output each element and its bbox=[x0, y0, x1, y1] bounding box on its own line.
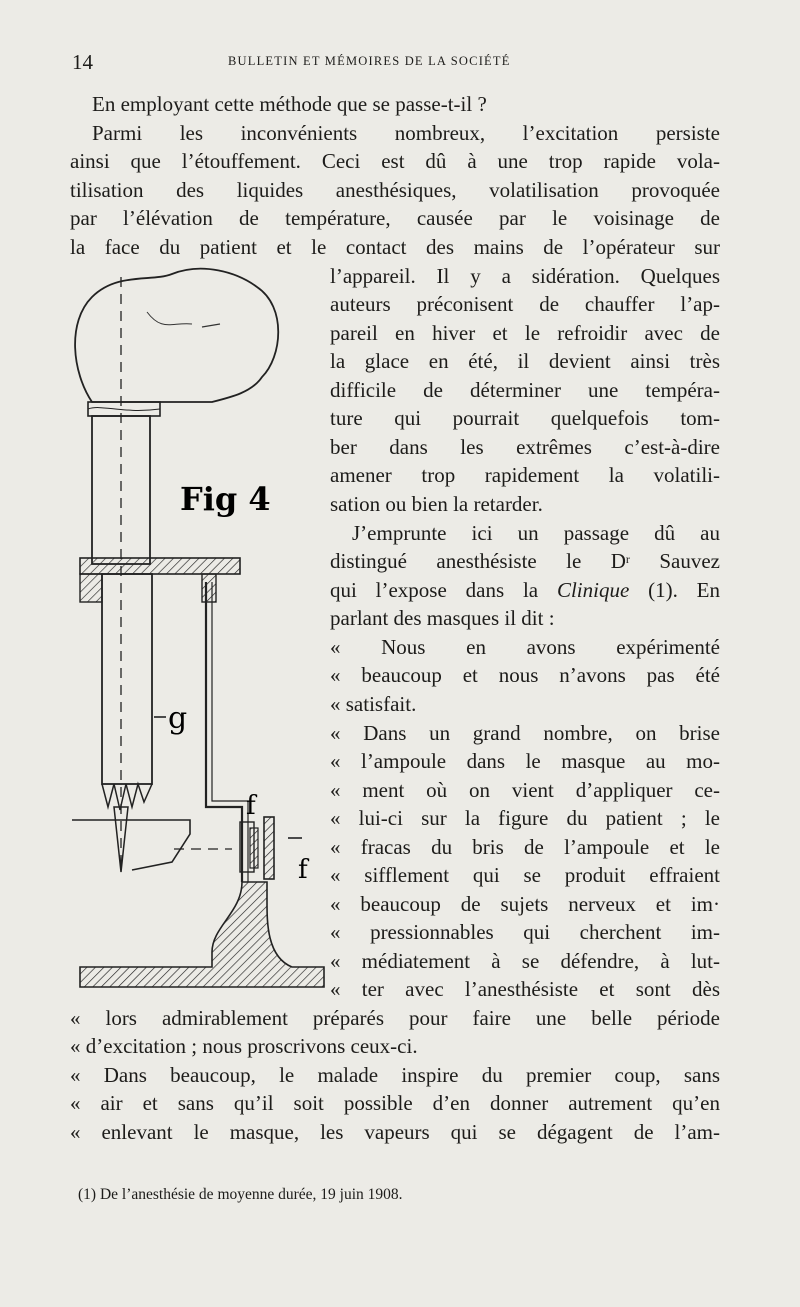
text-line: parlant des masques il dit : bbox=[330, 606, 555, 630]
text-segment: distingué anesthésiste le D bbox=[330, 549, 626, 573]
bag-collar bbox=[88, 402, 160, 416]
text-line: « médiatement à se défendre, à lut- bbox=[330, 949, 720, 973]
text-segment: (1). En bbox=[629, 578, 720, 602]
text-line: difficile de déterminer une tempéra- bbox=[330, 378, 720, 402]
text-line: ture qui pourrait quelquefois tom- bbox=[330, 406, 720, 430]
running-title: BULLETIN ET MÉMOIRES DE LA SOCIÉTÉ bbox=[228, 54, 511, 68]
collector-cup bbox=[72, 820, 190, 870]
text-line: « pressionnables qui cherchent im- bbox=[330, 920, 720, 944]
text-line: « lui-ci sur la figure du patient ; le bbox=[330, 806, 720, 830]
figure-caption: Fig 4 bbox=[180, 480, 271, 518]
text-segment: Sauvez bbox=[629, 549, 720, 573]
text-line: « Dans un grand nombre, on brise bbox=[330, 721, 720, 745]
italic-title: Clinique bbox=[556, 578, 630, 602]
footnote: (1) De l’anesthésie de moyenne durée, 19 juin 1908. bbox=[78, 1186, 403, 1203]
text-line bbox=[330, 576, 720, 604]
text-line: J’emprunte ici un passage dû au bbox=[352, 521, 720, 545]
text-line: « beaucoup de sujets nerveux et im· bbox=[330, 892, 720, 916]
text-line: ber dans les extrêmes c’est-à-dire bbox=[330, 435, 720, 459]
flange-plate bbox=[80, 558, 240, 574]
superscript: r bbox=[625, 552, 630, 566]
text-line bbox=[330, 547, 720, 575]
text-line: Parmi les inconvénients nombreux, l’excitation persiste bbox=[92, 121, 720, 145]
text-line: auteurs préconisent de chauffer l’ap- bbox=[330, 292, 720, 316]
text-line: « satisfait. bbox=[330, 692, 417, 716]
text-line: l’appareil. Il y a sidération. Quelques bbox=[330, 264, 720, 288]
label-g: g bbox=[168, 701, 188, 736]
text-line: « Nous en avons expérimenté bbox=[330, 635, 720, 659]
text-line: « d’excitation ; nous proscrivons ceux-ci. bbox=[70, 1034, 418, 1058]
rubber-bag-shape bbox=[75, 269, 278, 402]
text-line: « air et sans qu’il soit possible d’en donner autrement qu’en bbox=[70, 1091, 720, 1115]
text-line: la glace en été, il devient ainsi très bbox=[330, 349, 720, 373]
text-line: « Dans beaucoup, le malade inspire du premier coup, sans bbox=[70, 1063, 720, 1087]
figure-apparatus bbox=[62, 262, 332, 1002]
page-number: 14 bbox=[72, 50, 93, 74]
text-line: pareil en hiver et le refroidir avec de bbox=[330, 321, 720, 345]
text-line: « lors admirablement préparés pour faire une belle période bbox=[70, 1006, 720, 1030]
text-line: « ment où on vient d’appliquer ce- bbox=[330, 778, 720, 802]
apparatus-drawing bbox=[62, 262, 332, 1002]
text-line: « enlevant le masque, les vapeurs qui se dégagent de l’am- bbox=[70, 1120, 720, 1144]
text-line: amener trop rapidement la volatili- bbox=[330, 463, 720, 487]
text-segment: qui l’expose dans la bbox=[330, 578, 557, 602]
text-line: « beaucoup et nous n’avons pas été bbox=[330, 663, 720, 687]
text-line: ainsi que l’étouffement. Ceci est dû à une trop rapide vola- bbox=[70, 149, 720, 173]
text-line: En employant cette méthode que se passe-t-il ? bbox=[92, 92, 487, 116]
valve-disc bbox=[264, 817, 274, 879]
text-line: sation ou bien la retarder. bbox=[330, 492, 543, 516]
base bbox=[80, 882, 324, 987]
text-line: par l’élévation de température, causée par le voisinage de bbox=[70, 206, 720, 230]
text-line: « ter avec l’anesthésiste et sont dès bbox=[330, 977, 720, 1001]
text-line: tilisation des liquides anesthésiques, volatilisation provoquée bbox=[70, 178, 720, 202]
text-line: « sifflement qui se produit effraient bbox=[330, 863, 720, 887]
label-f-upper: f bbox=[246, 791, 256, 821]
text-line: la face du patient et le contact des mains de l’opérateur sur bbox=[70, 235, 720, 259]
spike-teeth bbox=[102, 784, 152, 810]
text-line: « l’ampoule dans le masque au mo- bbox=[330, 749, 720, 773]
lower-tube bbox=[102, 574, 152, 784]
text-line: « fracas du bris de l’ampoule et le bbox=[330, 835, 720, 859]
label-f-lower: f bbox=[298, 855, 308, 885]
